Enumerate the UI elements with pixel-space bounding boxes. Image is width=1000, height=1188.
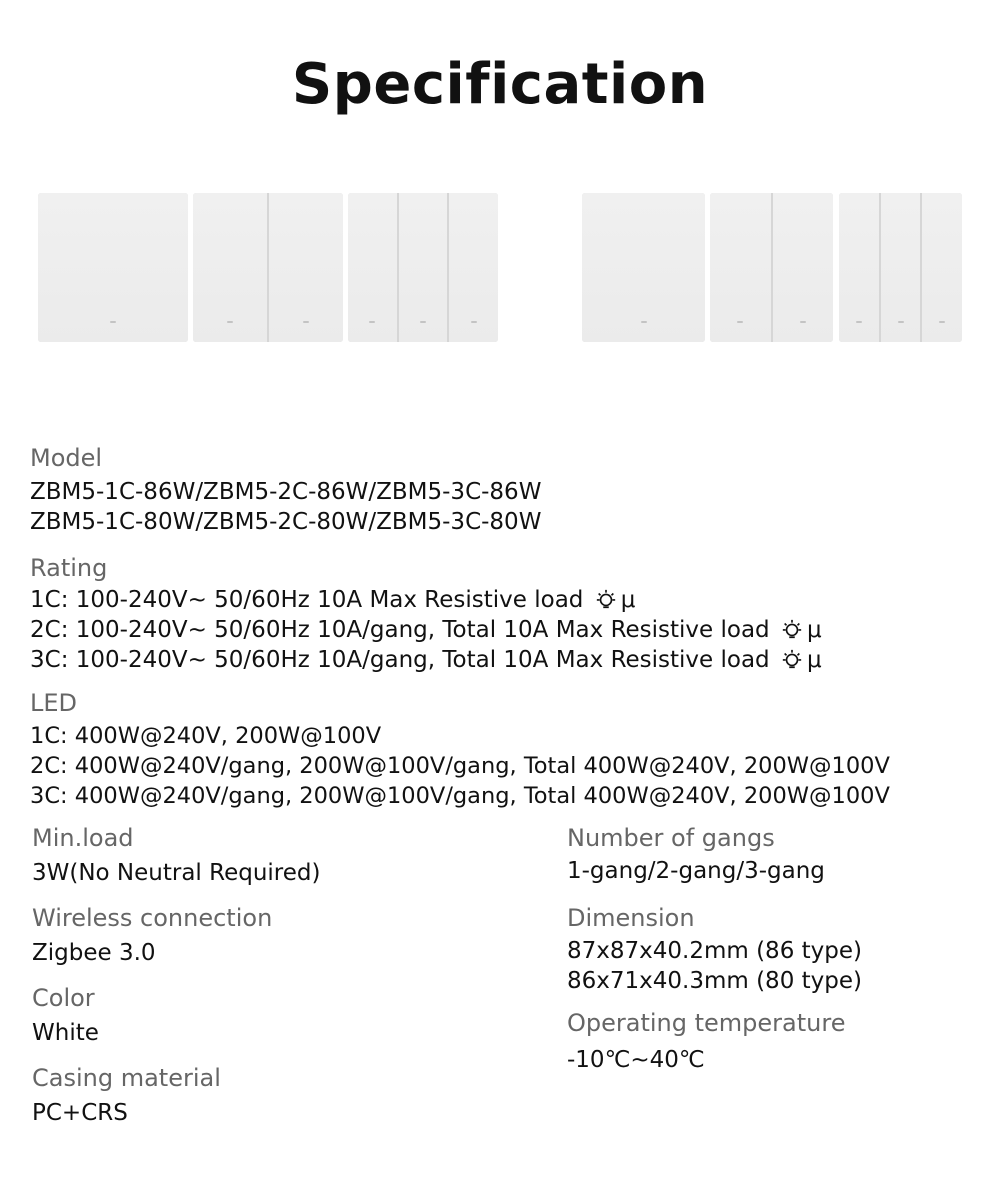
indicator-light [856, 321, 862, 323]
led-label: LED [30, 689, 78, 717]
color-value: White [32, 1020, 99, 1046]
casing-label: Casing material [32, 1064, 221, 1092]
rating-suffix: μ [806, 647, 822, 673]
switch-gang [582, 193, 705, 342]
wireless-label: Wireless connection [32, 904, 273, 932]
rating-suffix: μ [620, 587, 636, 613]
rating-line [30, 615, 822, 645]
dimension-line: 87x87x40.2mm (86 type) [567, 938, 862, 964]
switch-80-1-gang-image [582, 193, 705, 342]
switch-gang [710, 193, 771, 342]
gangs-value: 1-gang/2-gang/3-gang [567, 858, 825, 884]
led-line: 2C: 400W@240V/gang, 200W@100V/gang, Total 400W@240V, 200W@100V [30, 753, 890, 779]
lightbulb-icon [595, 588, 617, 610]
rating-line [30, 645, 822, 675]
temperature-value: -10℃~40℃ [567, 1047, 705, 1073]
switch-80-2-gang-image [710, 193, 833, 342]
led-line: 3C: 400W@240V/gang, 200W@100V/gang, Total 400W@240V, 200W@100V [30, 783, 890, 809]
switch-86-1-gang-image [38, 193, 188, 342]
indicator-light [227, 321, 233, 323]
indicator-light [471, 321, 477, 323]
wireless-value: Zigbee 3.0 [32, 940, 156, 966]
indicator-light [420, 321, 426, 323]
min-load-value: 3W(No Neutral Required) [32, 860, 321, 886]
indicator-light [800, 321, 806, 323]
switch-gang [447, 193, 498, 342]
model-line: ZBM5-1C-86W/ZBM5-2C-86W/ZBM5-3C-86W [30, 479, 542, 505]
rating-suffix: μ [806, 617, 822, 643]
lightbulb-icon [781, 648, 803, 670]
rating-text: 2C: 100-240V~ 50/60Hz 10A/gang, Total 10A Max Resistive load [30, 617, 770, 643]
dimension-line: 86x71x40.3mm (80 type) [567, 968, 862, 994]
indicator-light [110, 321, 116, 323]
switch-gang [38, 193, 188, 342]
rating-text: 3C: 100-240V~ 50/60Hz 10A/gang, Total 10A Max Resistive load [30, 647, 770, 673]
rating-text: 1C: 100-240V~ 50/60Hz 10A Max Resistive load [30, 587, 584, 613]
switch-gang [771, 193, 834, 342]
led-value [30, 721, 890, 811]
model-label: Model [30, 444, 103, 472]
indicator-light [898, 321, 904, 323]
led-line: 1C: 400W@240V, 200W@100V [30, 723, 382, 749]
rating-line [30, 585, 822, 615]
switch-gang [267, 193, 343, 342]
rating-label: Rating [30, 554, 108, 582]
switch-gang [397, 193, 448, 342]
switch-gang [193, 193, 267, 342]
lightbulb-icon [781, 618, 803, 640]
switch-gang [839, 193, 879, 342]
indicator-light [369, 321, 375, 323]
switch-86-3-gang-image [348, 193, 498, 342]
model-value [30, 477, 541, 537]
switch-gang [920, 193, 962, 342]
color-label: Color [32, 984, 95, 1012]
switch-gang [879, 193, 921, 342]
indicator-light [641, 321, 647, 323]
casing-value: PC+CRS [32, 1100, 128, 1126]
rating-value [30, 585, 822, 675]
switch-gang [348, 193, 397, 342]
switch-80-3-gang-image [839, 193, 962, 342]
temperature-label: Operating temperature [567, 1009, 846, 1037]
indicator-light [303, 321, 309, 323]
indicator-light [737, 321, 743, 323]
dimension-value [567, 936, 862, 996]
page-title: Specification [291, 52, 709, 117]
gangs-label: Number of gangs [567, 824, 775, 852]
min-load-label: Min.load [32, 824, 134, 852]
dimension-label: Dimension [567, 904, 695, 932]
indicator-light [939, 321, 945, 323]
model-line: ZBM5-1C-80W/ZBM5-2C-80W/ZBM5-3C-80W [30, 509, 542, 535]
switch-86-2-gang-image [193, 193, 343, 342]
